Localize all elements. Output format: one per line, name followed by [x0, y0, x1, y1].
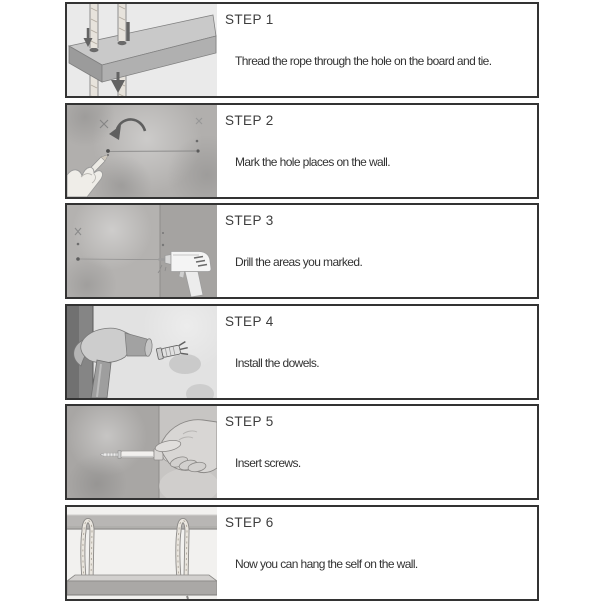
step-5-label: STEP 5 [225, 414, 274, 429]
step-2-label: STEP 2 [225, 112, 274, 128]
step-3-text-panel [217, 205, 537, 297]
drill-wall-illustration [67, 205, 217, 297]
step-row-1 [65, 2, 539, 98]
step-6-description: Now you can hang the self on the wall. [235, 556, 418, 571]
instruction-sheet [65, 2, 539, 601]
hanging-shelf-illustration [67, 507, 217, 599]
step-1-text-panel [217, 4, 537, 96]
step-2-text-panel [217, 105, 537, 197]
step-4-description: Install the dowels. [235, 355, 319, 370]
step-row-4 [65, 304, 539, 400]
step-5-illustration [67, 406, 217, 498]
step-row-5 [65, 404, 539, 500]
step-4-illustration [67, 306, 217, 398]
insert-screw-illustration [67, 406, 217, 498]
step-6-label: STEP 6 [225, 514, 274, 530]
step-row-2 [65, 103, 539, 199]
step-4-text-panel [217, 306, 537, 398]
step-2-illustration [67, 105, 217, 197]
step-6-text-panel [217, 507, 537, 599]
shelf-board [67, 575, 217, 599]
step-row-3 [65, 203, 539, 299]
step-6-illustration [67, 507, 217, 599]
step-1-illustration [67, 4, 217, 96]
step-5-text-panel [217, 406, 537, 498]
step-1-description: Thread the rope through the hole on the board and tie. [235, 54, 492, 68]
step-4-label: STEP 4 [225, 313, 274, 329]
step-3-label: STEP 3 [225, 213, 274, 228]
step-3-description: Drill the areas you marked. [235, 255, 363, 269]
step-1-label: STEP 1 [225, 12, 274, 27]
step-2-description: Mark the hole places on the wall. [235, 154, 390, 169]
step-3-illustration [67, 205, 217, 297]
hammer-dowel-illustration [67, 306, 217, 398]
rope-through-board-illustration [67, 4, 217, 96]
mark-wall-illustration [67, 105, 217, 197]
step-row-6 [65, 505, 539, 601]
step-5-description: Insert screws. [235, 456, 301, 470]
